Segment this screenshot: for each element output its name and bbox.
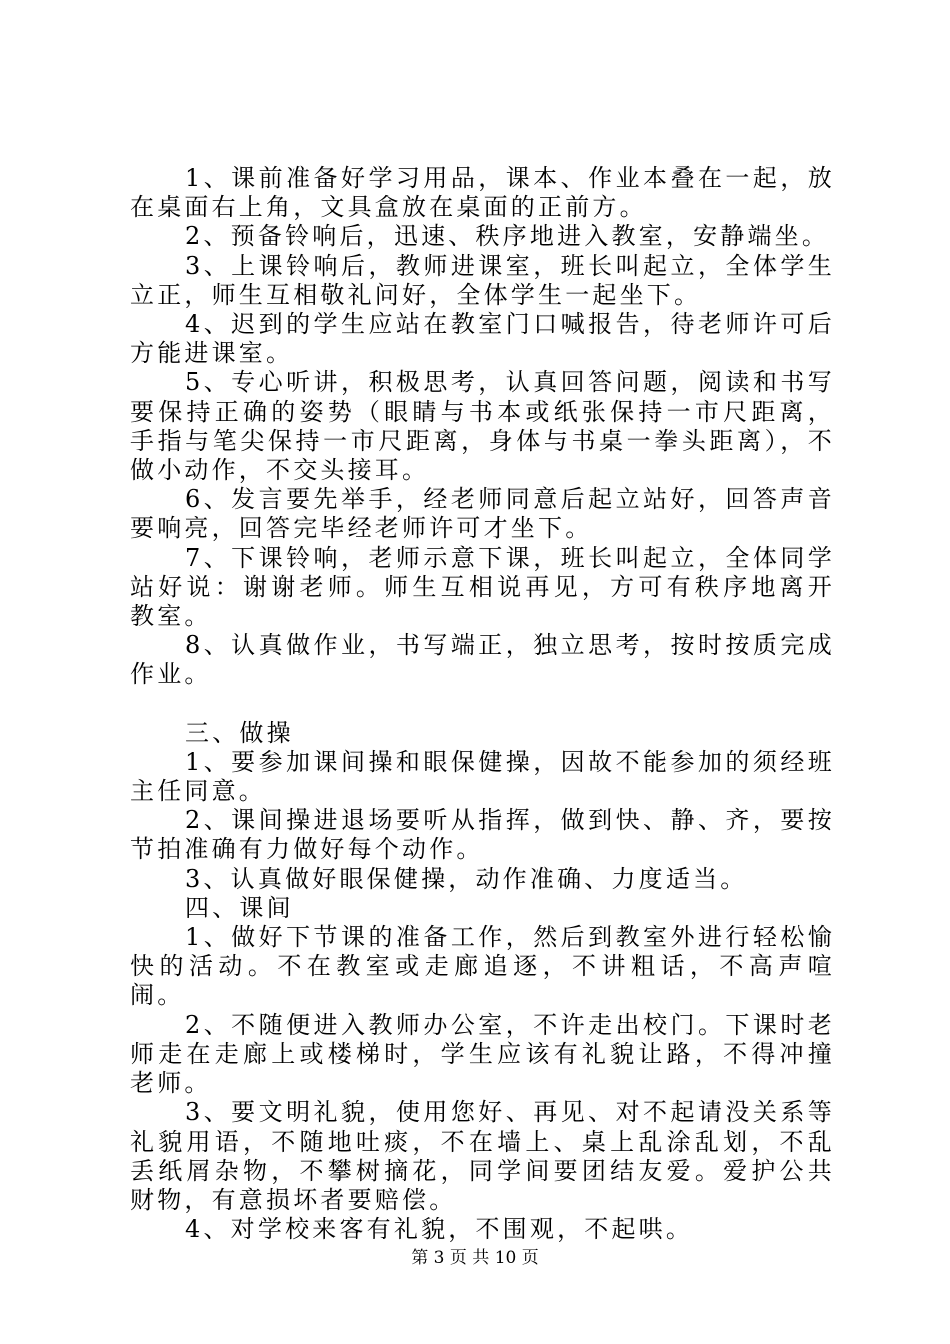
- rule-paragraph: 4、迟到的学生应站在教室门口喊报告，待老师许可后方能进课室。: [130, 310, 835, 368]
- paragraph-spacer: [130, 690, 835, 719]
- rule-paragraph: 2、预备铃响后，迅速、秩序地进入教室，安静端坐。: [185, 222, 830, 251]
- rule-paragraph: 8、认真做作业，书写端正，独立思考，按时按质完成作业。: [130, 631, 835, 689]
- rule-paragraph: 7、下课铃响，老师示意下课，班长叫起立，全体同学站好说：谢谢老师。师生互相说再见，方可有秩序地离开教室。: [130, 543, 835, 631]
- rule-paragraph: 3、上课铃响后，教师进课室，班长叫起立，全体学生立正，师生互相敬礼问好，全体学生一起坐下。: [130, 251, 835, 309]
- rule-paragraph: 3、认真做好眼保健操，动作准确、力度适当。: [185, 864, 748, 893]
- section-heading-exercise: 三、做操: [185, 718, 294, 747]
- rule-paragraph: 1、要参加课间操和眼保健操，因故不能参加的须经班主任同意。: [130, 747, 835, 806]
- rule-paragraph: 5、专心听讲，积极思考，认真回答问题，阅读和书写要保持正确的姿势（眼睛与书本或纸张保持一市尺距离，手指与笔尖保持一市尺距离，身体与书桌一拳头距离），不做小动作，不交头接耳。: [130, 368, 835, 485]
- rule-paragraph: 6、发言要先举手，经老师同意后起立站好，回答声音要响亮，回答完毕经老师许可才坐下。: [130, 485, 835, 543]
- document-body: [130, 164, 835, 1244]
- rule-paragraph: 4、对学校来客有礼貌，不围观，不起哄。: [185, 1215, 694, 1244]
- rule-paragraph: 3、要文明礼貌，使用您好、再见、对不起请没关系等礼貌用语，不随地吐痰，不在墙上、桌上乱涂乱划，不乱丢纸屑杂物，不攀树摘花，同学间要团结友爱。爱护公共财物，有意损坏者要赔偿。: [130, 1098, 835, 1214]
- rule-paragraph: 2、课间操进退场要听从指挥，做到快、静、齐，要按节拍准确有力做好每个动作。: [130, 806, 835, 864]
- rule-paragraph: 1、课前准备好学习用品，课本、作业本叠在一起，放在桌面右上角，文具盒放在桌面的正前方。: [130, 164, 835, 222]
- section-heading-break: 四、课间: [185, 893, 294, 922]
- rule-paragraph: 1、做好下节课的准备工作，然后到教室外进行轻松愉快的活动。不在教室或走廊追逐，不讲粗话，不高声喧闹。: [130, 923, 835, 1010]
- page-number-footer: 第 3 页 共 10 页: [411, 1248, 539, 1268]
- rule-paragraph: 2、不随便进入教师办公室，不许走出校门。下课时老师走在走廊上或楼梯时，学生应该有礼貌让路，不得冲撞老师。: [130, 1010, 835, 1098]
